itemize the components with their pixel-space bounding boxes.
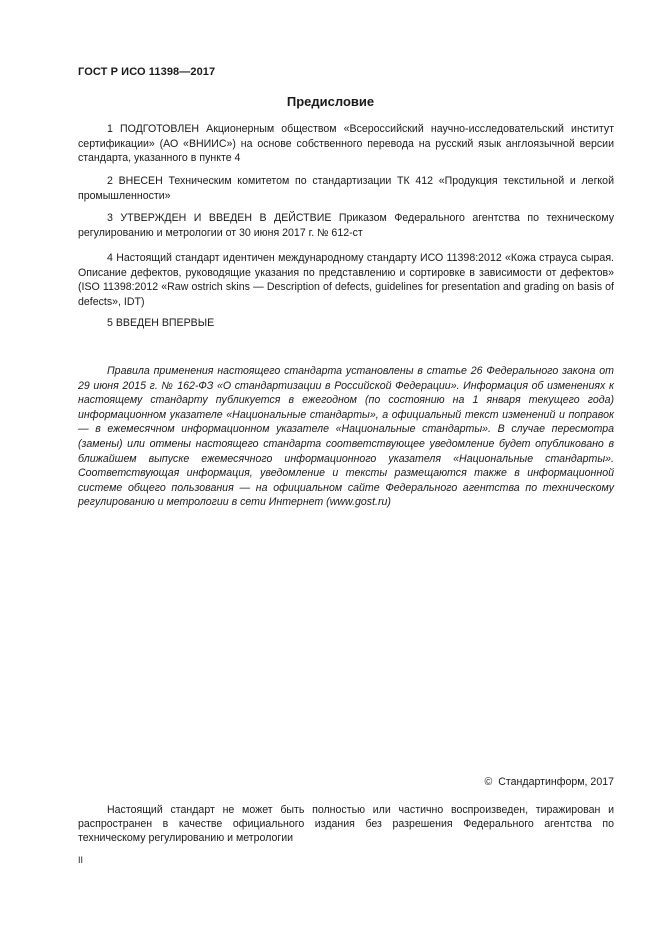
paragraph-3-approved: 3 УТВЕРЖДЕН И ВВЕДЕН В ДЕЙСТВИЕ Приказом Федерального агентства по техническому регулированию и метрологии от 30 июня 2017 г. № 612-ст	[78, 212, 614, 239]
paragraph-2-introduced: 2 ВНЕСЕН Техническим комитетом по стандартизации ТК 412 «Продукция текстильной и легкой промышленности»	[78, 175, 614, 202]
page-number: II	[78, 855, 84, 865]
copyright-symbol: ©	[484, 776, 493, 788]
rules-of-application-note: Правила применения настоящего стандарта установлены в статье 26 Федерального закона от 29 июня 2015 г. № 162-ФЗ «О стандартизации в Российской Федерации». Информация об изменениях к настоящему стандарту публикуется в ежегодном (по состоянию на 1 января текущего года) информационном указателе «Национальные стандарты», а официальный текст изменений и поправок — в ежемесячном информационном указателе «Национальные стандарты». В случае пересмотра (замены) или отмены настоящего стандарта соответствующее уведомление будет опубликовано в ближайшем выпуске ежемесячного информационного указателя «Национальные стандарты». Соответствующая информация, уведомление и тексты размещаются также в информационной системе общего пользования — на официальном сайте Федерального агентства по техническому регулированию и метрологии в сети Интернет (www.gost.ru)	[78, 365, 614, 509]
document-code-header: ГОСТ Р ИСО 11398—2017	[78, 66, 216, 78]
copyright-line	[484, 776, 614, 788]
paragraph-1-prepared: 1 ПОДГОТОВЛЕН Акционерным обществом «Всероссийский научно-исследовательский институт сертификации» (АО «ВНИИС») на основе собственного перевода на русский язык англоязычной версии стандарта, указанного в пункте 4	[78, 123, 614, 165]
copyright-text: Стандартинформ, 2017	[498, 776, 614, 788]
reproduction-notice: Настоящий стандарт не может быть полностью или частично воспроизведен, тиражирован и распространен в качестве официального издания без разрешения Федерального агентства по техническому регулированию и метрологии	[78, 804, 614, 844]
page-title: Предисловие	[286, 94, 375, 109]
paragraph-4-identical-standard: 4 Настоящий стандарт идентичен международному стандарту ИСО 11398:2012 «Кожа страуса сырая. Описание дефектов, руководящие указания по представлению и сортировке в зависимости от дефектов» (ISO 11398:2012 «Raw ostrich skins — Description of defects, guidelines for presentation and grading on basis of defects», IDT)	[78, 252, 614, 308]
paragraph-5-first-introduced: 5 ВВЕДЕН ВПЕРВЫЕ	[107, 317, 215, 329]
